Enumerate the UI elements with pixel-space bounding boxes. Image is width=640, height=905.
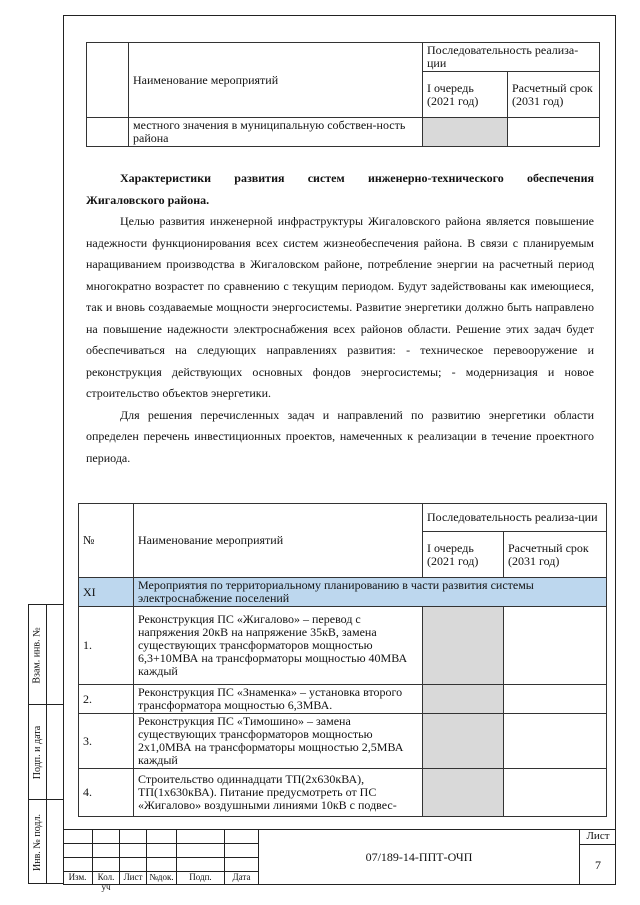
row-term — [504, 769, 607, 817]
top-table-row-text: местного значения в муниципальную собствен-ность района — [129, 118, 423, 147]
body-text — [86, 168, 594, 469]
table-row — [79, 685, 607, 714]
row-no: 4. — [79, 769, 134, 817]
top-table-q1-header: I очередь (2021 год) — [423, 72, 508, 118]
table-row — [79, 714, 607, 769]
top-table-name-header: Наименование мероприятий — [129, 43, 423, 118]
table-row — [79, 769, 607, 817]
section-row — [79, 578, 607, 607]
top-table — [86, 42, 600, 147]
vzam-label: Взам. инв. № — [32, 626, 44, 684]
top-table-row-no — [87, 118, 129, 147]
top-table-term-header: Расчетный срок (2031 год) — [508, 72, 600, 118]
top-table-seq-header: Последовательность реализа-ции — [423, 43, 600, 72]
col-term-header: Расчетный срок (2031 год) — [504, 532, 607, 578]
row-q1 — [423, 685, 504, 714]
inv-label: Инв. № подл. — [32, 813, 44, 871]
row-no: 3. — [79, 714, 134, 769]
section-title: Мероприятия по территориальному планированию в части развития системы электроснабжение поселений — [134, 578, 607, 607]
document-number: 07/189-14-ППТ-ОЧП — [259, 829, 580, 885]
title-block — [63, 829, 616, 892]
col-q1-header: I очередь (2021 год) — [423, 532, 504, 578]
stamp-podp: Подп. — [177, 871, 225, 885]
sheet-label: Лист — [580, 829, 616, 845]
stamp-list: Лист — [120, 871, 147, 885]
paragraph-2: Для решения перечисленных задач и направлений по развитию энергетики области определен перечень инвестиционных проектов, намеченных к реализации в течение проектного периода. — [86, 407, 594, 465]
top-table-no-cell — [87, 43, 129, 118]
row-text: Реконструкция ПС «Знаменка» – установка второго трансформатора мощностью 6,3МВА. — [134, 685, 423, 714]
stamp-data: Дата — [225, 871, 259, 885]
side-labels-column — [28, 604, 63, 884]
top-table-row-term — [508, 118, 600, 147]
row-term — [504, 714, 607, 769]
podp-label: Подп. и дата — [32, 725, 43, 780]
row-no: 2. — [79, 685, 134, 714]
stamp-izm: Изм. — [63, 871, 93, 885]
row-q1 — [423, 769, 504, 817]
section-no: XI — [79, 578, 134, 607]
col-no-header: № — [79, 504, 134, 578]
row-q1 — [423, 714, 504, 769]
row-term — [504, 607, 607, 685]
row-text: Реконструкция ПС «Жигалово» – перевод с напряжения 20кВ на напряжение 35кВ, замена существующих трансформаторов мощностью 6,3+10МВА на трансформаторы мощностью 40МВА каждый — [134, 607, 423, 685]
row-text: Строительство одиннадцати ТП(2х630кВА), ТП(1х630кВА). Питание предусмотреть от ПС «Жигалово» воздушными линиями 10кВ с подвес- — [134, 769, 423, 817]
section-heading: Характеристики развития систем инженерно-технического обеспечения Жигаловского района. — [86, 171, 594, 207]
stamp-ndok: №док. — [147, 871, 177, 885]
table-row — [79, 607, 607, 685]
sheet-number: 7 — [595, 857, 601, 872]
row-term — [504, 685, 607, 714]
row-text: Реконструкция ПС «Тимошино» – замена существующих трансформаторов мощностью 2х1,0МВА на трансформаторы мощностью 2,5МВА каждый — [134, 714, 423, 769]
row-q1 — [423, 607, 504, 685]
paragraph-1: Целью развития инженерной инфраструктуры Жигаловского района является повышение надежности функционирования всех систем жизнеобеспечения района. В связи с планируемым наращиванием производства в Жигаловском районе, потребление энергии на расчетный период многократно возрастет по сравнению с текущим периодом. Будут задействованы как имеющиеся, так и вновь создаваемые мощности энергосистемы. Развитие энергетики должно быть направлено на повышение надежности электроснабжения всех районов области. Решение этих задач будет обеспечиваться на следующих направлениях развития: - техническое перевооружение и реконструкция действующих основных фондов энергосистемы; - модернизация и новое строительство объектов энергетики. — [86, 214, 594, 400]
stamp-kol: Кол. уч — [93, 871, 120, 885]
row-no: 1. — [79, 607, 134, 685]
top-table-row-q1 — [423, 118, 508, 147]
col-name-header: Наименование мероприятий — [134, 504, 423, 578]
col-seq-header: Последовательность реализа-ции — [423, 504, 607, 532]
projects-table — [78, 503, 607, 817]
